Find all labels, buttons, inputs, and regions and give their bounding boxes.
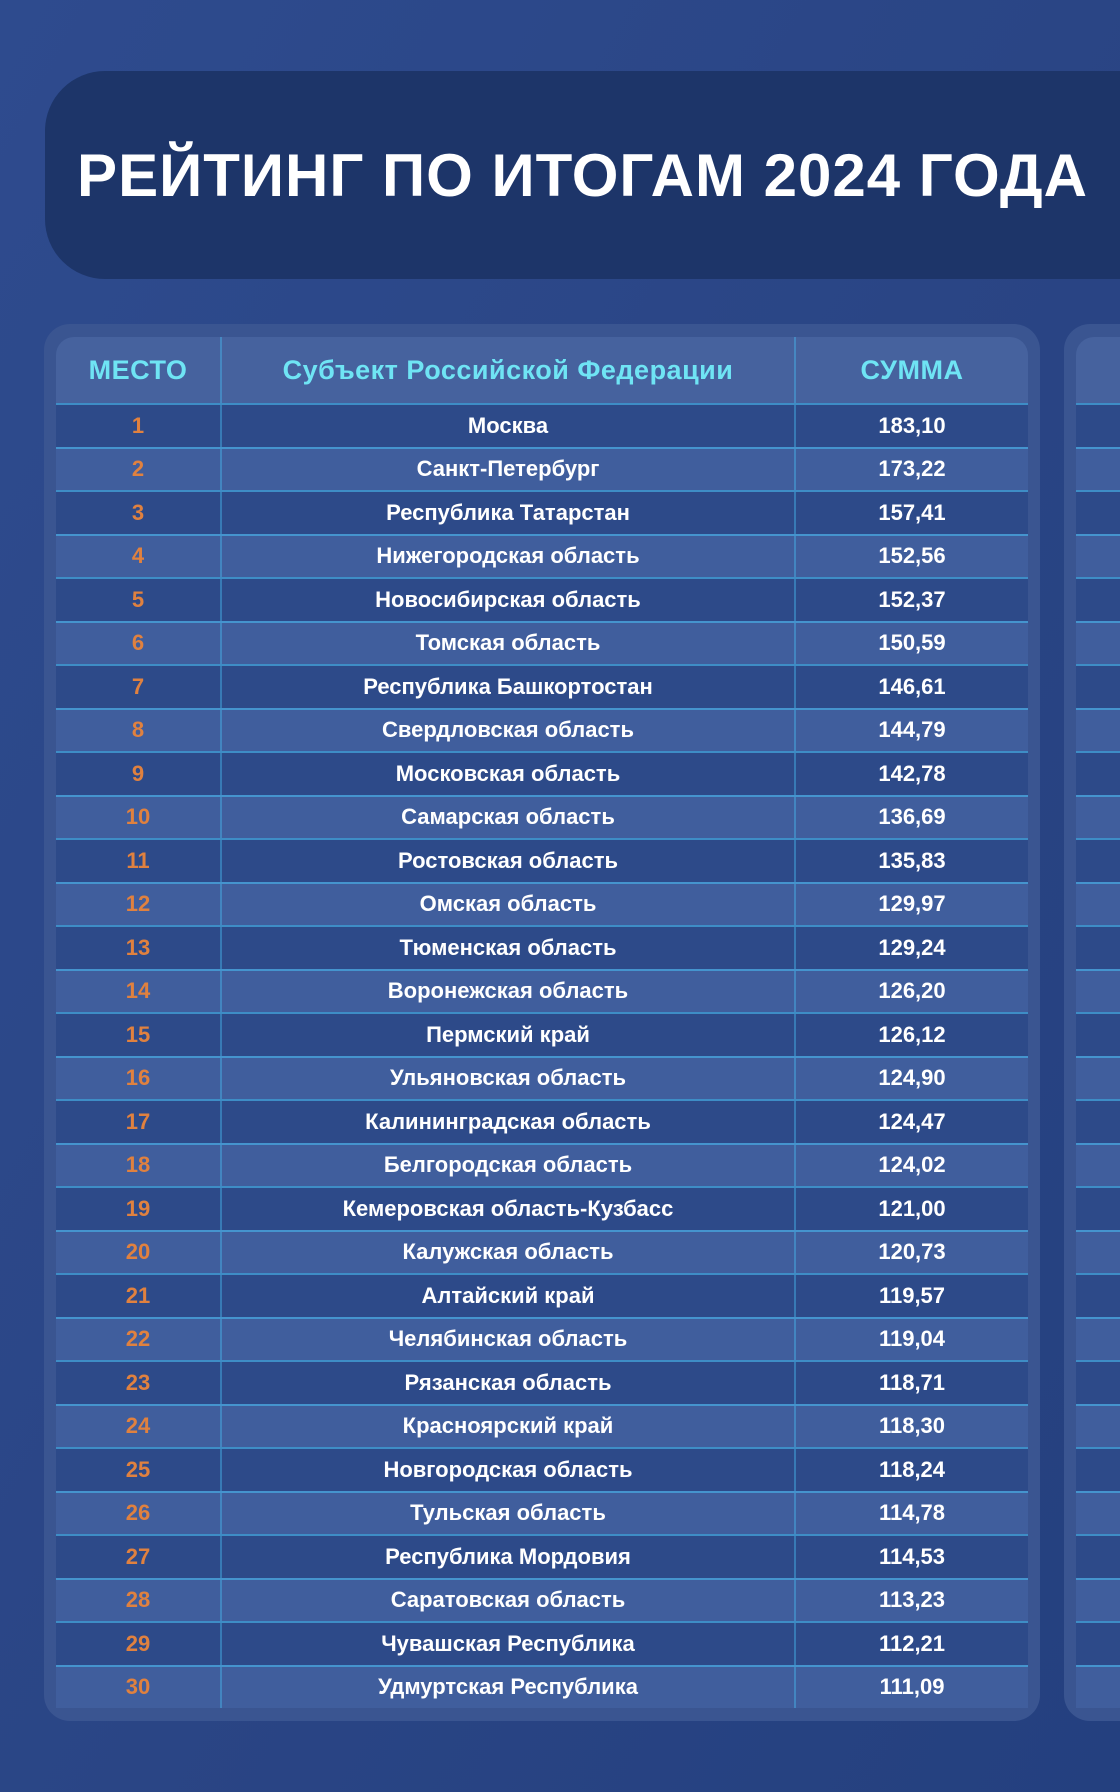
region-cell: Самарская область [222, 797, 796, 839]
region-cell: Удмуртская Республика [222, 1667, 796, 1709]
table-row [56, 1404, 1028, 1448]
region-cell: Пермский край [222, 1014, 796, 1056]
sum-cell: 114,78 [878, 1500, 946, 1526]
place-cell: 20 [56, 1232, 222, 1274]
region-cell: Москва [222, 405, 796, 447]
place-cell: 3 [56, 492, 222, 534]
region-cell: Белгородская область [222, 1145, 796, 1187]
rating-table-panel [44, 324, 1040, 1721]
table-row [56, 1099, 1028, 1143]
sum-cell: 124,47 [878, 1108, 946, 1134]
fragment-row [1076, 403, 1120, 447]
place-cell: 11 [56, 840, 222, 882]
region-cell: Воронежская область [222, 971, 796, 1013]
place-cell: 26 [56, 1493, 222, 1535]
sum-cell: 112,21 [878, 1630, 946, 1656]
region-cell: Тульская область [222, 1493, 796, 1535]
place-cell: 25 [56, 1449, 222, 1491]
table-row [56, 925, 1028, 969]
fragment-row [1076, 1143, 1120, 1187]
sum-cell: 111,09 [879, 1674, 945, 1700]
fragment-row [1076, 925, 1120, 969]
place-cell: 1 [56, 405, 222, 447]
table-row [56, 1578, 1028, 1622]
table-row [56, 751, 1028, 795]
fragment-row [1076, 882, 1120, 926]
region-cell: Новгородская область [222, 1449, 796, 1491]
sum-cell: 121,00 [878, 1195, 946, 1221]
next-table-fragment [1064, 324, 1120, 1721]
sum-cell: 144,79 [878, 717, 946, 743]
sum-cell: 119,57 [878, 1282, 946, 1308]
fragment-row [1076, 1317, 1120, 1361]
fragment-row [1076, 1230, 1120, 1274]
place-cell: 10 [56, 797, 222, 839]
table-row [56, 1621, 1028, 1665]
sum-cell: 113,23 [878, 1587, 946, 1613]
fragment-row [1076, 838, 1120, 882]
rating-table [56, 337, 1028, 1708]
fragment-row [1076, 795, 1120, 839]
sum-cell: 152,56 [878, 543, 946, 569]
region-cell: Томская область [222, 623, 796, 665]
sum-cell: 119,04 [878, 1326, 946, 1352]
place-cell: 8 [56, 710, 222, 752]
fragment-row [1076, 1534, 1120, 1578]
table-row [56, 1143, 1028, 1187]
region-cell: Челябинская область [222, 1319, 796, 1361]
place-cell: 5 [56, 579, 222, 621]
fragment-row [1076, 1404, 1120, 1448]
fragment-row [1076, 621, 1120, 665]
page-title: РЕЙТИНГ ПО ИТОГАМ 2024 ГОДА [77, 141, 1088, 209]
table-row [56, 1230, 1028, 1274]
place-cell: 27 [56, 1536, 222, 1578]
fragment-row [1076, 1273, 1120, 1317]
table-row [56, 1447, 1028, 1491]
place-cell: 19 [56, 1188, 222, 1230]
place-cell: 23 [56, 1362, 222, 1404]
sum-cell: 173,22 [878, 456, 946, 482]
region-cell: Чувашская Республика [222, 1623, 796, 1665]
region-cell: Красноярский край [222, 1406, 796, 1448]
sum-cell: 146,61 [878, 673, 946, 699]
region-cell: Республика Мордовия [222, 1536, 796, 1578]
table-row [56, 403, 1028, 447]
fragment-row [1076, 1447, 1120, 1491]
place-cell: 17 [56, 1101, 222, 1143]
region-cell: Ульяновская область [222, 1058, 796, 1100]
fragment-row [1076, 708, 1120, 752]
sum-cell: 183,10 [878, 412, 946, 438]
sum-cell: 157,41 [878, 499, 946, 525]
sum-cell: 129,97 [878, 891, 946, 917]
place-cell: 22 [56, 1319, 222, 1361]
column-header-sum: СУММА [860, 354, 964, 385]
region-cell: Тюменская область [222, 927, 796, 969]
place-cell: 21 [56, 1275, 222, 1317]
place-cell: 2 [56, 449, 222, 491]
fragment-body [1076, 403, 1120, 1708]
table-row [56, 1534, 1028, 1578]
region-cell: Республика Башкортостан [222, 666, 796, 708]
table-row [56, 838, 1028, 882]
column-header-region: Субъект Российской Федерации [222, 337, 796, 403]
column-header-place: МЕСТО [56, 337, 222, 403]
place-cell: 18 [56, 1145, 222, 1187]
table-row [56, 1273, 1028, 1317]
fragment-row [1076, 1056, 1120, 1100]
title-banner [45, 71, 1120, 279]
sum-cell: 124,90 [878, 1065, 946, 1091]
place-cell: 24 [56, 1406, 222, 1448]
table-row [56, 577, 1028, 621]
sum-cell: 152,37 [878, 586, 946, 612]
fragment-row [1076, 969, 1120, 1013]
fragment-row [1076, 1621, 1120, 1665]
fragment-row [1076, 534, 1120, 578]
place-cell: 4 [56, 536, 222, 578]
fragment-row [1076, 490, 1120, 534]
sum-cell: 114,53 [878, 1543, 946, 1569]
table-row [56, 1491, 1028, 1535]
table-row [56, 621, 1028, 665]
region-cell: Республика Татарстан [222, 492, 796, 534]
fragment-row [1076, 1665, 1120, 1709]
table-row [56, 795, 1028, 839]
region-cell: Омская область [222, 884, 796, 926]
table-row [56, 447, 1028, 491]
place-cell: 30 [56, 1667, 222, 1709]
region-cell: Калининградская область [222, 1101, 796, 1143]
table-row [56, 1317, 1028, 1361]
place-cell: 12 [56, 884, 222, 926]
table-row [56, 882, 1028, 926]
fragment-row [1076, 1099, 1120, 1143]
region-cell: Московская область [222, 753, 796, 795]
place-cell: 28 [56, 1580, 222, 1622]
sum-cell: 150,59 [878, 630, 946, 656]
place-cell: 6 [56, 623, 222, 665]
place-cell: 7 [56, 666, 222, 708]
fragment-row [1076, 1012, 1120, 1056]
sum-cell: 126,12 [878, 1021, 946, 1047]
place-cell: 16 [56, 1058, 222, 1100]
sum-cell: 126,20 [878, 978, 946, 1004]
place-cell: 15 [56, 1014, 222, 1056]
sum-cell: 118,24 [878, 1456, 946, 1482]
place-cell: 29 [56, 1623, 222, 1665]
fragment-row [1076, 447, 1120, 491]
table-row [56, 708, 1028, 752]
fragment-header-row [1076, 337, 1120, 403]
sum-cell: 120,73 [878, 1239, 946, 1265]
place-cell: 9 [56, 753, 222, 795]
table-header-row [56, 337, 1028, 403]
fragment-row [1076, 1578, 1120, 1622]
table-row [56, 1186, 1028, 1230]
region-cell: Нижегородская область [222, 536, 796, 578]
region-cell: Рязанская область [222, 1362, 796, 1404]
fragment-row [1076, 751, 1120, 795]
region-cell: Ростовская область [222, 840, 796, 882]
table-row [56, 1665, 1028, 1709]
sum-cell: 129,24 [878, 934, 946, 960]
sum-cell: 136,69 [878, 804, 946, 830]
sum-cell: 118,30 [878, 1413, 946, 1439]
table-row [56, 490, 1028, 534]
fragment-row [1076, 1186, 1120, 1230]
region-cell: Алтайский край [222, 1275, 796, 1317]
table-row [56, 534, 1028, 578]
region-cell: Санкт-Петербург [222, 449, 796, 491]
sum-cell: 124,02 [878, 1152, 946, 1178]
sum-cell: 118,71 [878, 1369, 946, 1395]
region-cell: Калужская область [222, 1232, 796, 1274]
fragment-row [1076, 1491, 1120, 1535]
table-row [56, 969, 1028, 1013]
fragment-row [1076, 577, 1120, 621]
sum-cell: 135,83 [878, 847, 946, 873]
table-row [56, 1056, 1028, 1100]
sum-cell: 142,78 [878, 760, 946, 786]
table-body [56, 403, 1028, 1708]
place-cell: 13 [56, 927, 222, 969]
place-cell: 14 [56, 971, 222, 1013]
table-row [56, 1360, 1028, 1404]
region-cell: Саратовская область [222, 1580, 796, 1622]
table-row [56, 664, 1028, 708]
fragment-row [1076, 664, 1120, 708]
region-cell: Новосибирская область [222, 579, 796, 621]
region-cell: Кемеровская область-Кузбасс [222, 1188, 796, 1230]
table-row [56, 1012, 1028, 1056]
fragment-row [1076, 1360, 1120, 1404]
region-cell: Свердловская область [222, 710, 796, 752]
